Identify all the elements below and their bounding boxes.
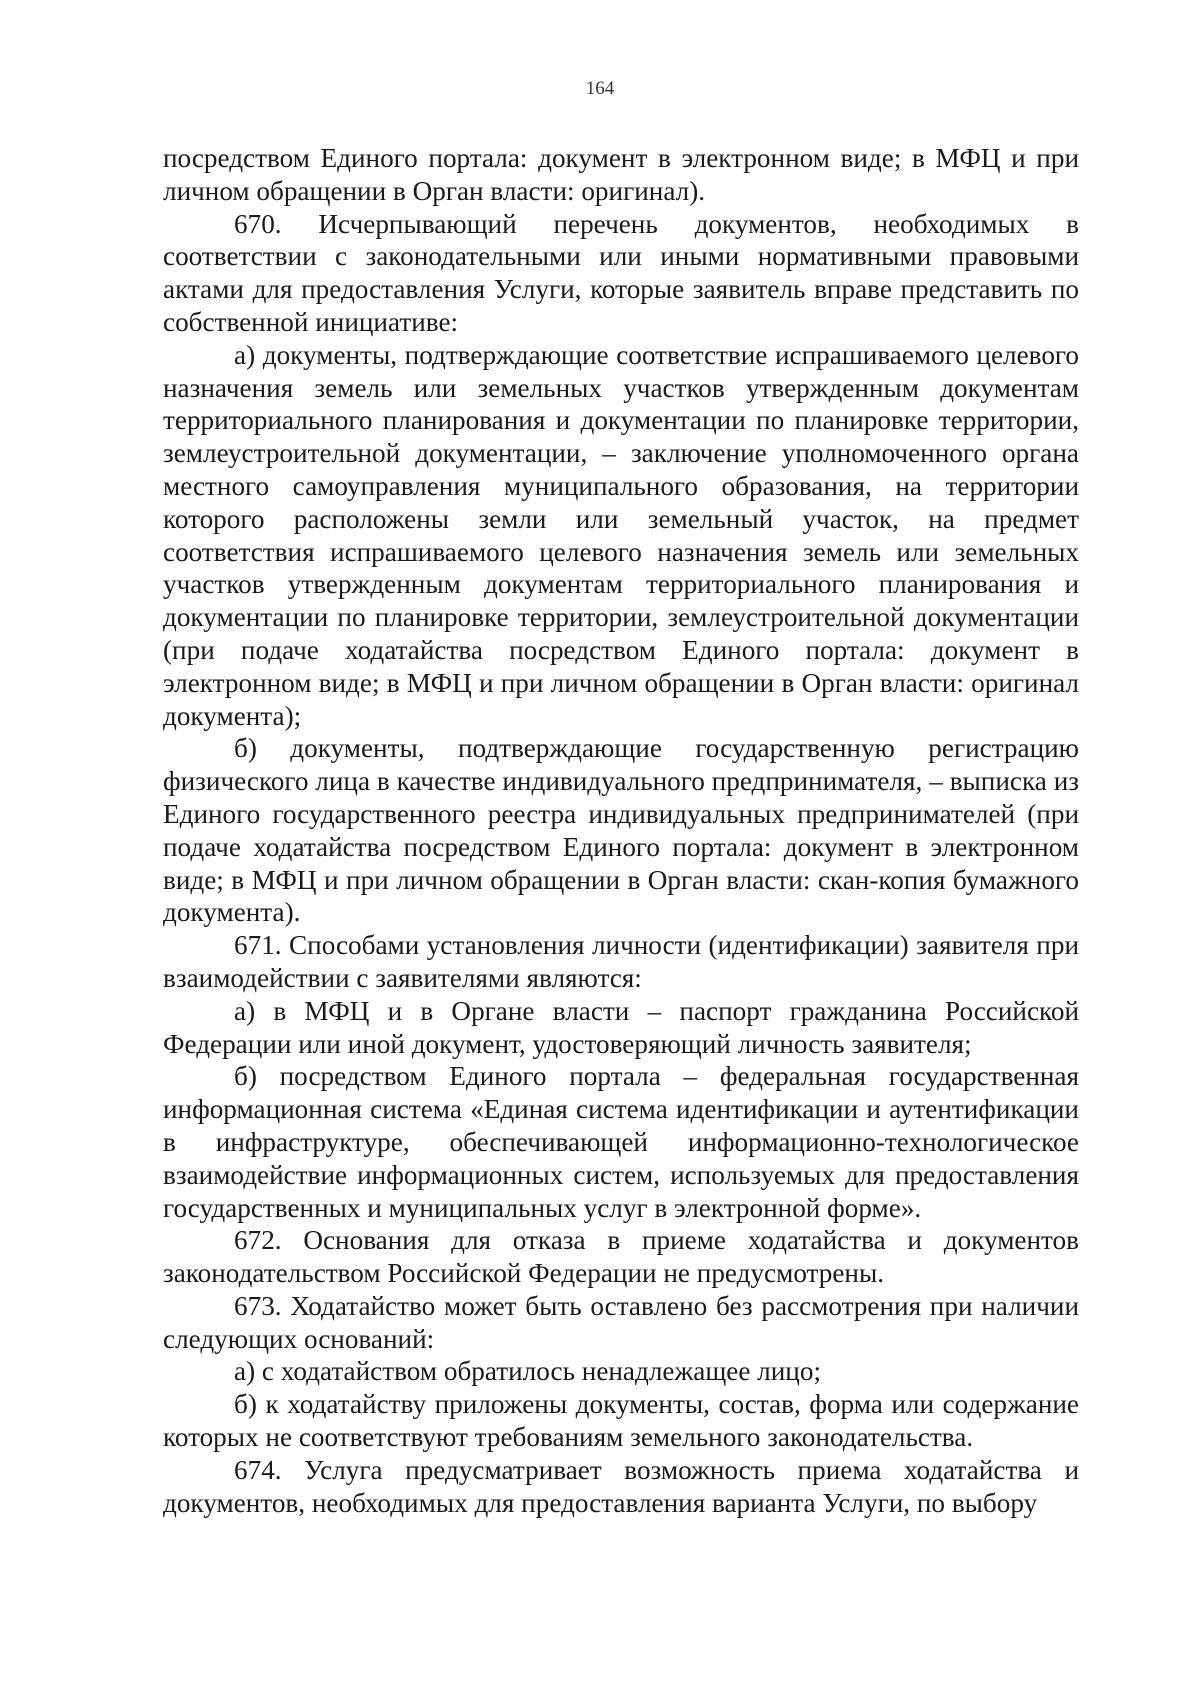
body-text: [163, 142, 1079, 1519]
paragraph: 674. Услуга предусматривает возможность приема ходатайства и документов, необходимых для предоставления варианта Услуги, по выбору: [163, 1454, 1079, 1518]
paragraph: 672. Основания для отказа в приеме ходатайства и документов законодательством Российской Федерации не предусмотрены.: [163, 1225, 1079, 1289]
paragraph: 673. Ходатайство может быть оставлено без рассмотрения при наличии следующих оснований:: [163, 1290, 1079, 1354]
paragraph: посредством Единого портала: документ в электронном виде; в МФЦ и при личном обращении в Орган власти: оригинал).: [163, 143, 1079, 206]
paragraph: 671. Способами установления личности (идентификации) заявителя при взаимодействии с заявителями являются:: [163, 930, 1079, 993]
page-number: 164: [585, 78, 615, 99]
paragraph: б) документы, подтверждающие государственную регистрацию физического лица в качестве индивидуального предпринимателя, – выписка из Единого государственного реестра индивидуальных предпринимателей (при подаче ходатайства посредством Единого портала: документ в электронном виде; в МФЦ и при личном обращении в Орган власти: скан-копия бумажного документа).: [163, 733, 1079, 928]
paragraph: б) посредством Единого портала – федеральная государственная информационная система «Единая система идентификации и аутентификации в инфраструктуре, обеспечивающей информационно-технологическое взаимодействие информационных систем, используемых для предоставления государственных и муниципальных услуг в электронной форме».: [163, 1061, 1079, 1223]
paragraph: а) с ходатайством обратилось ненадлежащее лицо;: [234, 1356, 821, 1387]
paragraph: 670. Исчерпывающий перечень документов, необходимых в соответствии с законодательными или иными нормативными правовыми актами для предоставления Услуги, которые заявитель вправе представить по собственной инициативе:: [163, 208, 1079, 337]
paragraph: а) в МФЦ и в Органе власти – паспорт гражданина Российской Федерации или иной документ, удостоверяющий личность заявителя;: [163, 995, 1079, 1059]
paragraph: а) документы, подтверждающие соответствие испрашиваемого целевого назначения земель или земельных участков утвержденным документам территориального планирования и документации по планировке территории, землеустроительной документации, – заключение уполномоченного органа местного самоуправления муниципального образования, на территории которого расположены земли или земельный участок, на предмет соответствия испрашиваемого целевого назначения земель или земельных участков утвержденным документам территориального планирования и документации по планировке территории, землеустроительной документации (при подаче ходатайства посредством Единого портала: документ в электронном виде; в МФЦ и при личном обращении в Орган власти: оригинал документа);: [163, 339, 1079, 731]
paragraph: б) к ходатайству приложены документы, состав, форма или содержание которых не соответствуют требованиям земельного законодательства.: [163, 1389, 1079, 1453]
